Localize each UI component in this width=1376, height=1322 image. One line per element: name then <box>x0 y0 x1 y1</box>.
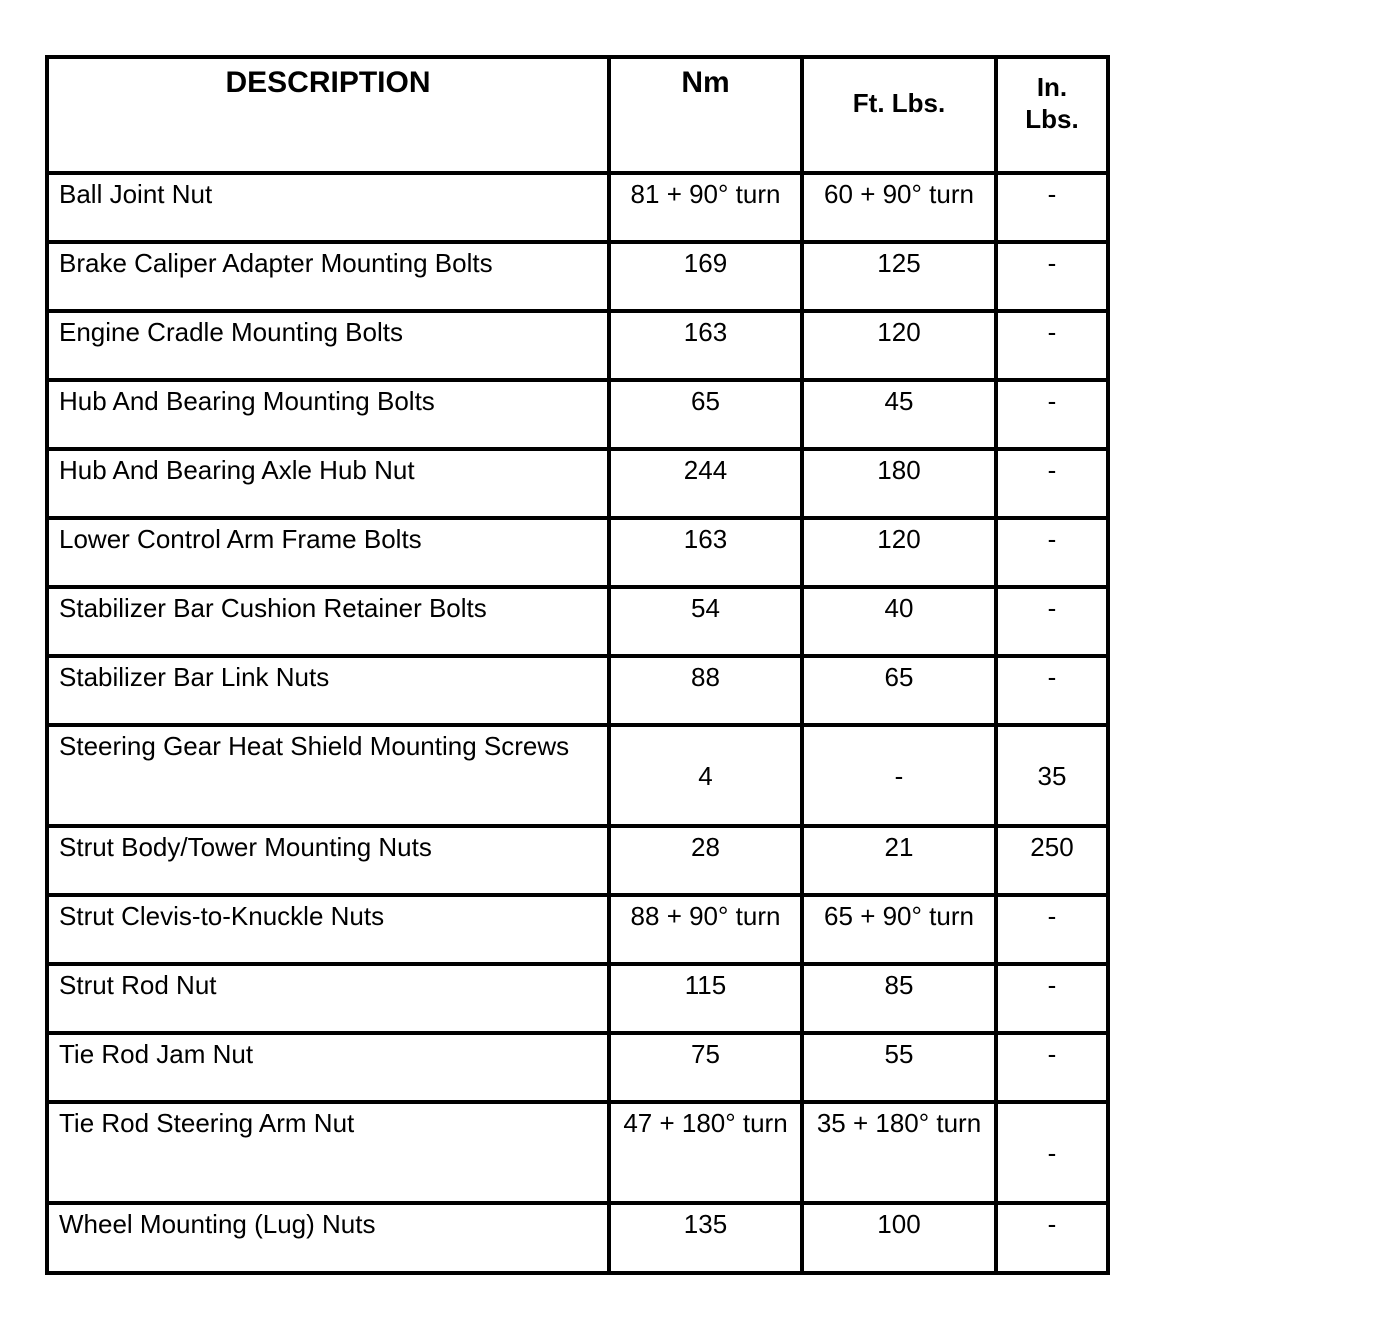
cell-description: Hub And Bearing Axle Hub Nut <box>47 449 609 518</box>
cell-nm: 47 + 180° turn <box>609 1102 802 1203</box>
cell-ft-lbs: 100 <box>802 1203 996 1273</box>
header-in-lbs-line2: Lbs. <box>1025 104 1079 134</box>
cell-ft-lbs: 125 <box>802 242 996 311</box>
cell-description: Wheel Mounting (Lug) Nuts <box>47 1203 609 1273</box>
table-row <box>47 1203 1108 1273</box>
cell-in-lbs: - <box>996 587 1108 656</box>
cell-ft-lbs: 120 <box>802 518 996 587</box>
table-row <box>47 1102 1108 1203</box>
header-row <box>47 57 1108 173</box>
cell-description: Hub And Bearing Mounting Bolts <box>47 380 609 449</box>
cell-nm: 54 <box>609 587 802 656</box>
cell-ft-lbs: 21 <box>802 826 996 895</box>
cell-description: Ball Joint Nut <box>47 173 609 242</box>
table-row <box>47 173 1108 242</box>
cell-ft-lbs: 120 <box>802 311 996 380</box>
table-row <box>47 242 1108 311</box>
cell-in-lbs: - <box>996 173 1108 242</box>
table-row <box>47 1033 1108 1102</box>
cell-in-lbs: 250 <box>996 826 1108 895</box>
cell-ft-lbs: 65 <box>802 656 996 725</box>
cell-nm: 115 <box>609 964 802 1033</box>
header-in-lbs <box>996 57 1108 173</box>
cell-in-lbs: - <box>996 1203 1108 1273</box>
table-row <box>47 380 1108 449</box>
cell-description: Tie Rod Jam Nut <box>47 1033 609 1102</box>
torque-spec-table <box>45 55 1110 1275</box>
cell-ft-lbs: 45 <box>802 380 996 449</box>
cell-description: Strut Body/Tower Mounting Nuts <box>47 826 609 895</box>
cell-in-lbs: - <box>996 380 1108 449</box>
table-row <box>47 518 1108 587</box>
cell-description: Lower Control Arm Frame Bolts <box>47 518 609 587</box>
cell-ft-lbs: 40 <box>802 587 996 656</box>
cell-description: Tie Rod Steering Arm Nut <box>47 1102 609 1203</box>
cell-in-lbs: - <box>996 518 1108 587</box>
cell-ft-lbs: - <box>802 725 996 826</box>
cell-description: Brake Caliper Adapter Mounting Bolts <box>47 242 609 311</box>
cell-in-lbs: - <box>996 656 1108 725</box>
cell-nm: 135 <box>609 1203 802 1273</box>
table-row <box>47 311 1108 380</box>
header-nm: Nm <box>609 57 802 173</box>
cell-in-lbs: - <box>996 1102 1108 1203</box>
header-in-lbs-line1: In. <box>1036 72 1068 102</box>
cell-ft-lbs: 60 + 90° turn <box>802 173 996 242</box>
cell-in-lbs: - <box>996 964 1108 1033</box>
table-row <box>47 587 1108 656</box>
cell-description: Engine Cradle Mounting Bolts <box>47 311 609 380</box>
cell-in-lbs: - <box>996 311 1108 380</box>
cell-ft-lbs: 85 <box>802 964 996 1033</box>
cell-nm: 244 <box>609 449 802 518</box>
cell-ft-lbs: 55 <box>802 1033 996 1102</box>
cell-in-lbs: - <box>996 895 1108 964</box>
header-description: DESCRIPTION <box>47 57 609 173</box>
cell-nm: 65 <box>609 380 802 449</box>
cell-in-lbs: - <box>996 1033 1108 1102</box>
cell-description: Steering Gear Heat Shield Mounting Screws <box>47 725 609 826</box>
cell-description: Strut Clevis-to-Knuckle Nuts <box>47 895 609 964</box>
cell-description: Stabilizer Bar Link Nuts <box>47 656 609 725</box>
cell-description: Stabilizer Bar Cushion Retainer Bolts <box>47 587 609 656</box>
header-ft-lbs: Ft. Lbs. <box>802 57 996 173</box>
cell-ft-lbs: 35 + 180° turn <box>802 1102 996 1203</box>
cell-ft-lbs: 180 <box>802 449 996 518</box>
cell-nm: 163 <box>609 518 802 587</box>
cell-nm: 75 <box>609 1033 802 1102</box>
cell-ft-lbs: 65 + 90° turn <box>802 895 996 964</box>
cell-nm: 88 + 90° turn <box>609 895 802 964</box>
cell-description: Strut Rod Nut <box>47 964 609 1033</box>
cell-in-lbs: 35 <box>996 725 1108 826</box>
table-row <box>47 656 1108 725</box>
table-row <box>47 449 1108 518</box>
table-row <box>47 725 1108 826</box>
cell-nm: 88 <box>609 656 802 725</box>
cell-nm: 28 <box>609 826 802 895</box>
cell-nm: 81 + 90° turn <box>609 173 802 242</box>
table-row <box>47 826 1108 895</box>
cell-nm: 4 <box>609 725 802 826</box>
cell-in-lbs: - <box>996 242 1108 311</box>
cell-nm: 163 <box>609 311 802 380</box>
table-row <box>47 895 1108 964</box>
cell-in-lbs: - <box>996 449 1108 518</box>
cell-nm: 169 <box>609 242 802 311</box>
table-row <box>47 964 1108 1033</box>
